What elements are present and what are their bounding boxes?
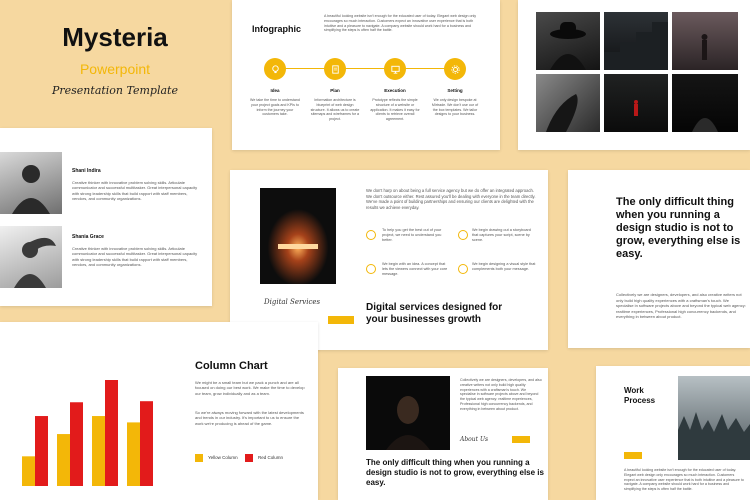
member-bio-shani: Creative thinker with innovative problem solving skills. Articulate communicator and successful multitasker. Great interpersonal capacity with strong leadership skills that build rapport with staff members, vendors, and community organizations. bbox=[72, 180, 198, 202]
chart-bar-red-4 bbox=[140, 401, 153, 486]
feature-text-4: We begin designing a visual style that complements both your message. bbox=[472, 262, 536, 271]
step-text-execution: Prototype reflects the simple structure of a website or application. It makes it easy for clients to retrieve overall agreement. bbox=[370, 98, 420, 122]
team-slide bbox=[0, 128, 212, 306]
photo-red-figure bbox=[604, 74, 668, 132]
feature-icon-3 bbox=[366, 264, 376, 274]
quote-headline: The only difficult thing when you running a design studio is not to grow, everything else is easy. bbox=[616, 196, 741, 260]
photo-dark-room bbox=[672, 74, 738, 132]
step-label-execution: Execution bbox=[384, 88, 406, 93]
step-setting-icon-wrap bbox=[444, 58, 466, 80]
photo-glowing-light bbox=[260, 188, 336, 284]
step-text-plan: Information architecture is blueprint of web design structure. It allows us to create sitemaps and wireframes for a project. bbox=[310, 98, 360, 122]
member-name-shania: Shania Grace bbox=[72, 234, 104, 240]
step-execution-icon-wrap bbox=[384, 58, 406, 80]
work-process-accent-bar bbox=[624, 452, 642, 459]
chart-bar-red-1 bbox=[35, 416, 48, 486]
monitor-icon bbox=[390, 64, 401, 75]
document-icon bbox=[330, 64, 341, 75]
column-chart bbox=[22, 376, 172, 486]
step-text-idea: We take the time to understand your project goals and KPIs to inform the journey your customers take. bbox=[250, 98, 300, 117]
avatar-shani bbox=[0, 152, 62, 214]
digital-script-label: Digital Services bbox=[264, 298, 321, 306]
infographic-title: Infographic bbox=[252, 24, 301, 34]
brand-subtitle: Powerpoint bbox=[79, 61, 151, 77]
photo-stairs bbox=[604, 12, 668, 70]
digital-headline: Digital services designed for your businesses growth bbox=[366, 302, 503, 325]
photo-woman-dark bbox=[366, 376, 450, 450]
step-label-setting: Setting bbox=[447, 88, 463, 93]
chart-bar-yellow-4 bbox=[127, 422, 140, 486]
quote-body: Collectively we are designers, developers, and also creative writers not only build high quality experiences with a craftsman's touch. We specialise in software projects above and beyond the typical web agency: realtime experiences, Professional high concurrency backends, and everything in between about product. bbox=[616, 292, 746, 320]
chart-para-1: We might be a small team but we pack a punch and are all focused on doing our best work. We make the time to develop our team, grow individually and as a team. bbox=[195, 380, 305, 396]
about-slide bbox=[338, 368, 548, 500]
timeline-line bbox=[272, 68, 462, 69]
chart-title: Column Chart bbox=[195, 360, 268, 372]
about-accent-bar bbox=[512, 436, 530, 443]
feature-icon-1 bbox=[366, 230, 376, 240]
work-process-body: A beautiful looking website isn't enough for the educated user of today. Elegant web design only encourages so much interaction. Customers expect an innovative user experience that is both intuitive and a pleasure to navigate. A company website should work hard for a business and simplifying the steps is often half the battle. bbox=[624, 468, 744, 492]
brand-tagline: Presentation Template bbox=[51, 84, 178, 97]
chart-bar-yellow-3 bbox=[92, 416, 105, 486]
chart-bar-yellow-2 bbox=[57, 434, 70, 486]
step-text-setting: We only design bespoke at Mirtrade. We don't use our of the box templates. We tailor designs to your business. bbox=[431, 98, 479, 117]
chart-para-2: So we're always moving forward with the latest developments and trends in our industry. It's important to us to ensure the work we're producing is ahead of the game. bbox=[195, 410, 304, 426]
chart-bar-yellow-1 bbox=[22, 456, 35, 486]
step-plan-icon-wrap bbox=[324, 58, 346, 80]
legend-yellow-label: Yellow Column bbox=[208, 455, 238, 460]
photo-shadow-hand bbox=[536, 74, 600, 132]
photo-grid-slide bbox=[518, 0, 750, 150]
member-name-shani: Shani Indira bbox=[72, 168, 101, 174]
brand-title: Mysteria bbox=[62, 22, 168, 52]
step-label-idea: Idea bbox=[270, 88, 280, 93]
legend-yellow-swatch bbox=[195, 454, 203, 462]
member-bio-shania: Creative thinker with innovative problem solving skills. Articulate communicator and successful multitasker. Great interpersonal capacity with strong leadership skills that build rapport with staff members, vendors, and community organizations. bbox=[72, 246, 198, 268]
step-label-plan: Plan bbox=[330, 88, 340, 93]
gear-icon bbox=[450, 64, 461, 75]
quote-slide bbox=[568, 170, 750, 348]
step-idea-icon-wrap bbox=[264, 58, 286, 80]
feature-icon-4 bbox=[458, 264, 468, 274]
feature-text-3: We begin with an idea. A concept that lets the viewers connect with your core message. bbox=[382, 262, 448, 276]
title-block bbox=[20, 22, 210, 97]
feature-text-1: To help you get the best out of your project, we need to understand you better. bbox=[382, 228, 442, 242]
chart-bar-red-2 bbox=[70, 402, 83, 486]
about-script-label: About Us bbox=[460, 436, 489, 443]
feature-icon-2 bbox=[458, 230, 468, 240]
legend-red-swatch bbox=[245, 454, 253, 462]
digital-accent-bar bbox=[328, 316, 354, 324]
photo-forest-fog bbox=[678, 376, 750, 460]
work-process-title: Work Process bbox=[624, 386, 656, 405]
photo-hat-man bbox=[536, 12, 600, 70]
infographic-intro: A beautiful looking website isn't enough for the educated user of today. Elegant web design only encourages so much interaction. Customers expect an innovative user experience that is both intuitive and a pleasure to navigate. A company website should work hard for a business and simplifying the steps is often half the battle. bbox=[324, 14, 477, 33]
legend-red-label: Red Column bbox=[258, 455, 284, 460]
digital-intro: We don't harp on about being a full service agency but we do offer an integrated approach. We don't outsource either. Rest assured you'll be dealing with everyone in the team directly. We've made a point of building partnerships and ensuring our clients are delighted with the results we achieve everyday. bbox=[366, 188, 536, 210]
work-process-slide bbox=[596, 366, 750, 500]
chart-bar-red-3 bbox=[105, 380, 118, 486]
about-body: Collectively we are designers, developers, and also creative writers not only build high quality experiences with a craftsman's touch. We specialise in software projects above and beyond the typical web agency: realtime experiences, Professional high concurrency backends, and everything in between about product. bbox=[460, 378, 542, 411]
feature-text-2: We begin drawing out a storyboard that captures your script, scene by scene. bbox=[472, 228, 531, 242]
chart-area bbox=[22, 376, 172, 486]
lightbulb-icon bbox=[270, 64, 281, 75]
infographic-slide bbox=[232, 0, 500, 150]
avatar-shania bbox=[0, 226, 62, 288]
column-chart-slide bbox=[0, 322, 318, 500]
photo-fog-figure bbox=[672, 12, 738, 70]
about-headline: The only difficult thing when you running a design studio is not to grow, everything else is easy. bbox=[366, 458, 544, 487]
